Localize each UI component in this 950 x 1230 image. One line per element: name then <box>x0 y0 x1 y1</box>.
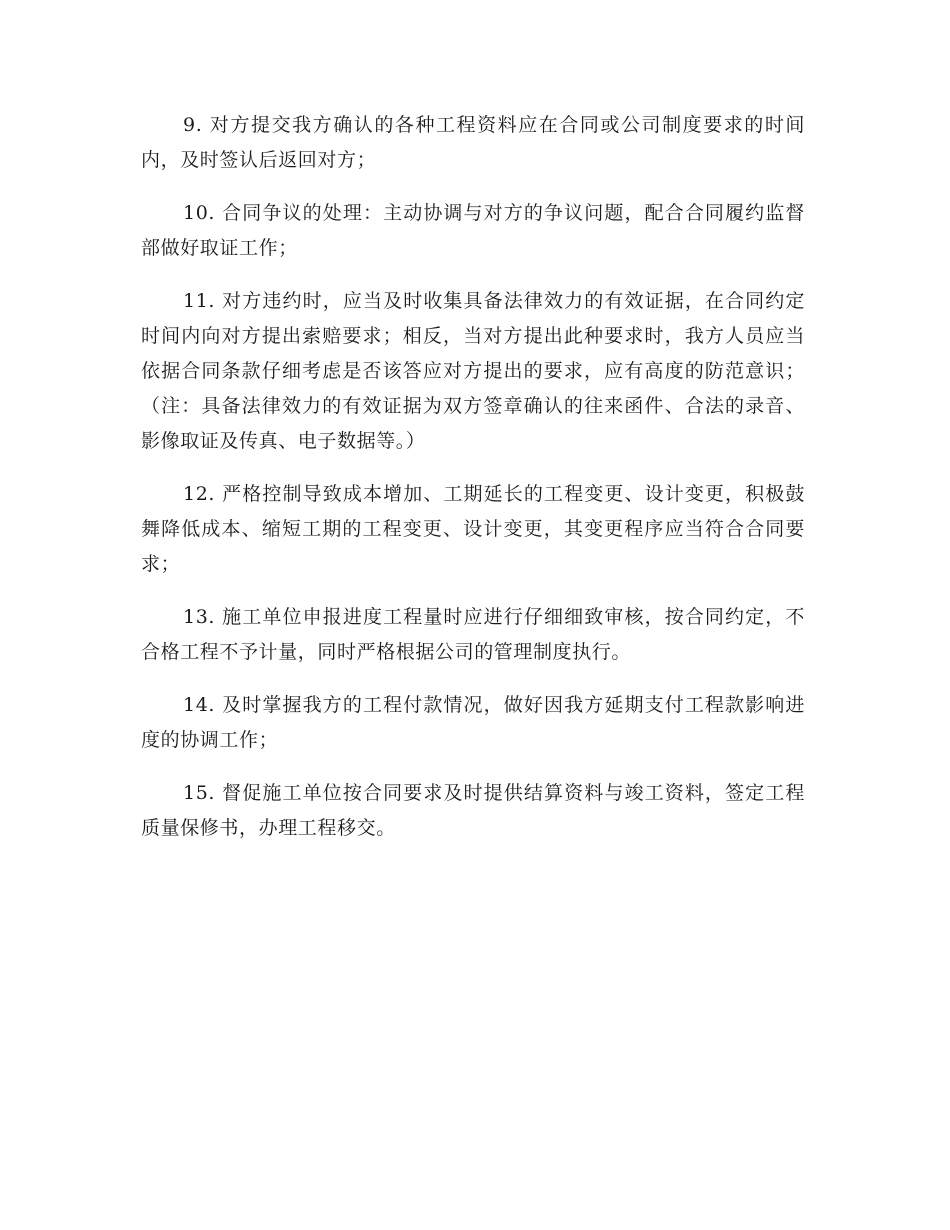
clause-13: 13. 施工单位申报进度工程量时应进行仔细细致审核，按合同约定，不合格工程不予计量，同时严格根据公司的管理制度执行。 <box>141 606 805 663</box>
document-body <box>141 108 805 864</box>
clause-15: 15. 督促施工单位按合同要求及时提供结算资料与竣工资料，签定工程质量保修书，办理工程移交。 <box>141 782 805 839</box>
clause-12: 12. 严格控制导致成本增加、工期延长的工程变更、设计变更，积极鼓舞降低成本、缩短工期的工程变更、设计变更，其变更程序应当符合合同要求； <box>141 483 805 575</box>
clause-14: 14. 及时掌握我方的工程付款情况，做好因我方延期支付工程款影响进度的协调工作； <box>141 694 805 751</box>
clause-10: 10. 合同争议的处理：主动协调与对方的争议问题，配合合同履约监督部做好取证工作； <box>141 202 805 259</box>
clause-9: 9. 对方提交我方确认的各种工程资料应在合同或公司制度要求的时间内，及时签认后返回对方； <box>141 114 805 171</box>
clause-11: 11. 对方违约时，应当及时收集具备法律效力的有效证据，在合同约定时间内向对方提出索赔要求；相反，当对方提出此种要求时，我方人员应当依据合同条款仔细考虑是否该答应对方提出的要求，应有高度的防范意识；（注：具备法律效力的有效证据为双方签章确认的往来函件、合法的录音、影像取证及传真、电子数据等。） <box>141 290 805 452</box>
